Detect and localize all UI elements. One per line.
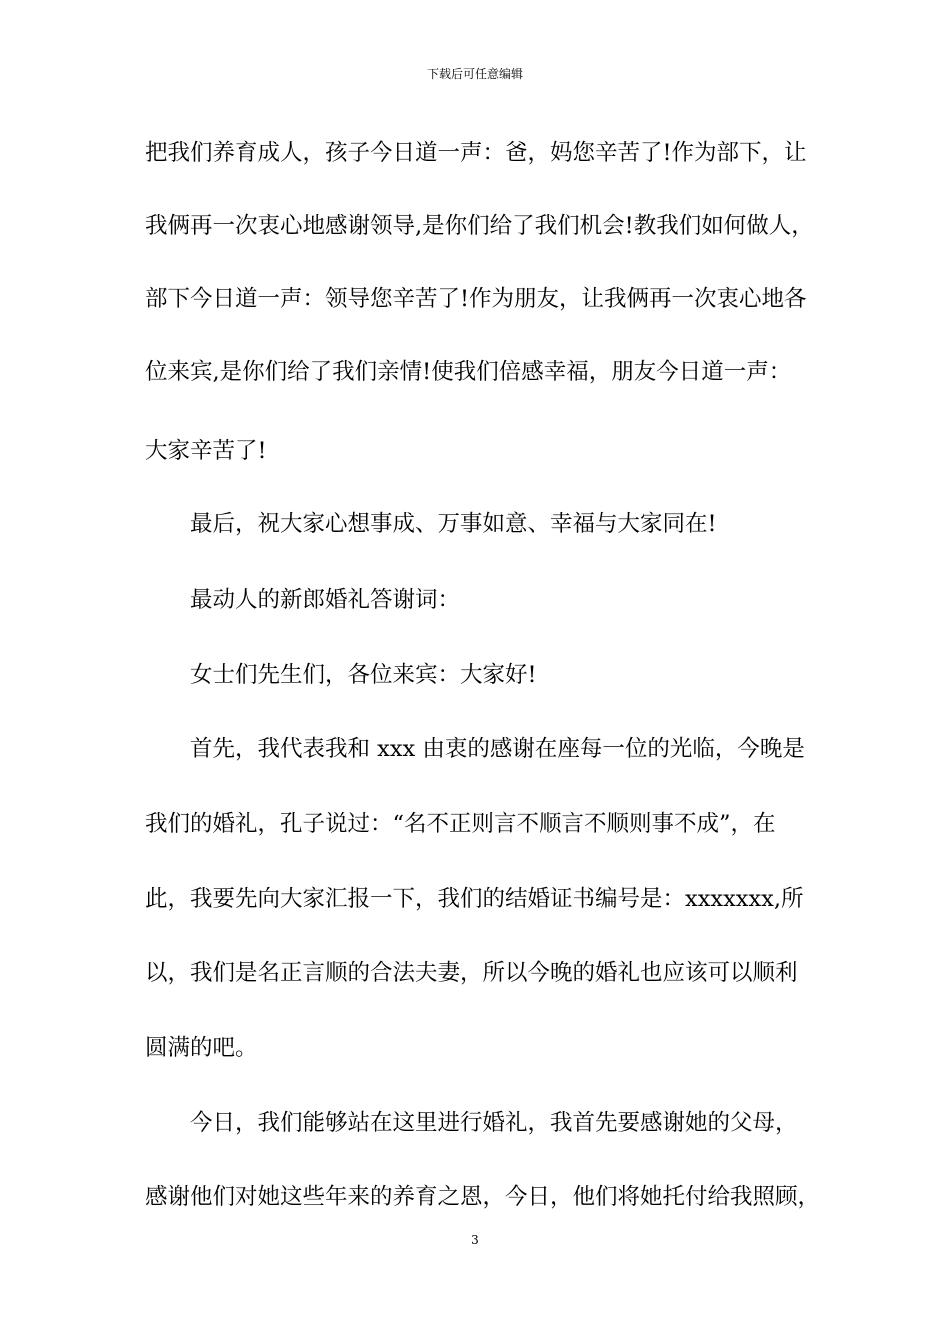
body-line: 部下今日道一声：领导您辛苦了!作为朋友，让我俩再一次衷心地各: [145, 286, 807, 312]
body-line: 圆满的吧。: [145, 1035, 258, 1061]
body-line: 我们的婚礼，孔子说过：“名不正则言不顺言不顺则事不成”，在: [145, 811, 776, 837]
body-line: 女士们先生们，各位来宾：大家好!: [190, 662, 537, 688]
body-line: 首先，我代表我和 xxx 由衷的感谢在座每一位的光临，今晚是: [190, 736, 805, 762]
body-line: 我俩再一次衷心地感谢领导,是你们给了我们机会!教我们如何做人，: [145, 213, 814, 239]
page-header: 下载后可任意编辑: [426, 67, 523, 81]
body-line: 今日，我们能够站在这里进行婚礼，我首先要感谢她的父母，: [190, 1110, 798, 1136]
body-line: 此，我要先向大家汇报一下，我们的结婚证书编号是：xxxxxxx,所: [145, 886, 804, 912]
body-line: 位来宾,是你们给了我们亲情!使我们倍感幸福，朋友今日道一声：: [145, 359, 792, 385]
body-line: 最后，祝大家心想事成、万事如意、幸福与大家同在!: [190, 511, 717, 537]
page-number: 3: [471, 1233, 479, 1247]
body-line: 以，我们是名正言顺的合法夫妻，所以今晚的婚礼也应该可以顺利: [145, 960, 798, 986]
body-line: 大家辛苦了!: [145, 438, 267, 464]
body-line: 把我们养育成人，孩子今日道一声：爸，妈您辛苦了!作为部下，让: [145, 140, 807, 166]
body-line: 最动人的新郎婚礼答谢词：: [190, 587, 461, 613]
body-line: 感谢他们对她这些年来的养育之恩，今日，他们将她托付给我照顾，: [145, 1184, 821, 1210]
